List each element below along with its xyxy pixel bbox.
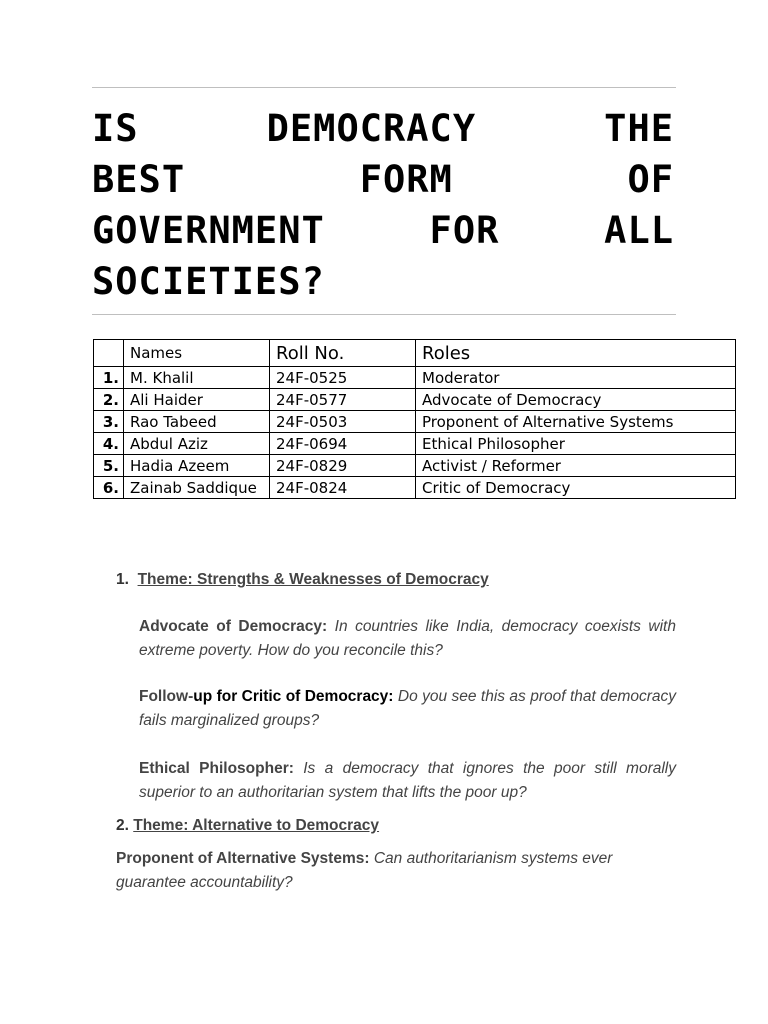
header-number (94, 340, 124, 367)
member-role: Activist / Reformer (416, 455, 736, 477)
question-advocate (139, 615, 676, 663)
question-speaker-main: up for Critic of Democracy: (193, 688, 394, 705)
header-names: Names (124, 340, 270, 367)
question-speaker: Advocate of Democracy: (139, 618, 328, 635)
document-title (92, 103, 674, 307)
table-row (94, 433, 736, 455)
question-follow-up (139, 685, 676, 733)
row-number: 6. (94, 477, 124, 499)
member-roll: 24F-0694 (270, 433, 416, 455)
row-number: 2. (94, 389, 124, 411)
member-name: Abdul Aziz (124, 433, 270, 455)
member-role: Advocate of Democracy (416, 389, 736, 411)
member-roll: 24F-0824 (270, 477, 416, 499)
member-role: Moderator (416, 367, 736, 389)
question-text: Do you see this as proof that democracy fails marginalized groups? (139, 688, 677, 729)
row-number: 5. (94, 455, 124, 477)
member-role: Ethical Philosopher (416, 433, 736, 455)
member-role: Critic of Democracy (416, 477, 736, 499)
theme-2-heading (116, 814, 676, 838)
title-line-1: IS DEMOCRACY THE (92, 107, 674, 150)
question-text: Is a democracy that ignores the poor still morally superior to an authoritarian system that lifts the poor up? (139, 760, 677, 801)
header-roles: Roles (416, 340, 736, 367)
member-name: M. Khalil (124, 367, 270, 389)
table-row (94, 367, 736, 389)
row-number: 3. (94, 411, 124, 433)
top-rule (92, 87, 676, 88)
question-proponent (116, 847, 676, 895)
row-number: 1. (94, 367, 124, 389)
member-roll: 24F-0577 (270, 389, 416, 411)
member-name: Ali Haider (124, 389, 270, 411)
member-name: Hadia Azeem (124, 455, 270, 477)
theme-2-label: Theme: Alternative to Democracy (133, 817, 380, 834)
question-text: In countries like India, democracy coexists with extreme poverty. How do you reconcile this? (139, 618, 676, 659)
table-row (94, 411, 736, 433)
member-name: Rao Tabeed (124, 411, 270, 433)
theme-1-heading (116, 568, 676, 592)
title-line-2: BEST FORM OF (92, 158, 674, 201)
title-line-4: SOCIETIES? (92, 260, 325, 303)
row-number: 4. (94, 433, 124, 455)
question-speaker-prefix: Follow- (139, 688, 194, 705)
member-roll: 24F-0525 (270, 367, 416, 389)
question-speaker (193, 688, 393, 705)
table-header-row (94, 340, 736, 367)
question-speaker: Proponent of Alternative Systems: (116, 850, 370, 867)
member-roll: 24F-0503 (270, 411, 416, 433)
title-line-3: GOVERNMENT FOR ALL (92, 209, 674, 252)
theme-1-number: 1. (116, 571, 129, 588)
bottom-rule (92, 314, 676, 315)
header-roll-no: Roll No. (270, 340, 416, 367)
member-role: Proponent of Alternative Systems (416, 411, 736, 433)
member-name: Zainab Saddique (124, 477, 270, 499)
question-text: Can authoritarianism systems ever guarantee accountability? (116, 850, 613, 891)
table-row (94, 455, 736, 477)
member-roll: 24F-0829 (270, 455, 416, 477)
theme-1-label: Theme: Strengths & Weaknesses of Democracy (137, 571, 489, 588)
table-row (94, 389, 736, 411)
members-table (93, 339, 736, 499)
question-speaker: Ethical Philosopher: (139, 760, 294, 777)
question-ethical (139, 757, 676, 805)
theme-2-number: 2. (116, 817, 129, 834)
table-row (94, 477, 736, 499)
